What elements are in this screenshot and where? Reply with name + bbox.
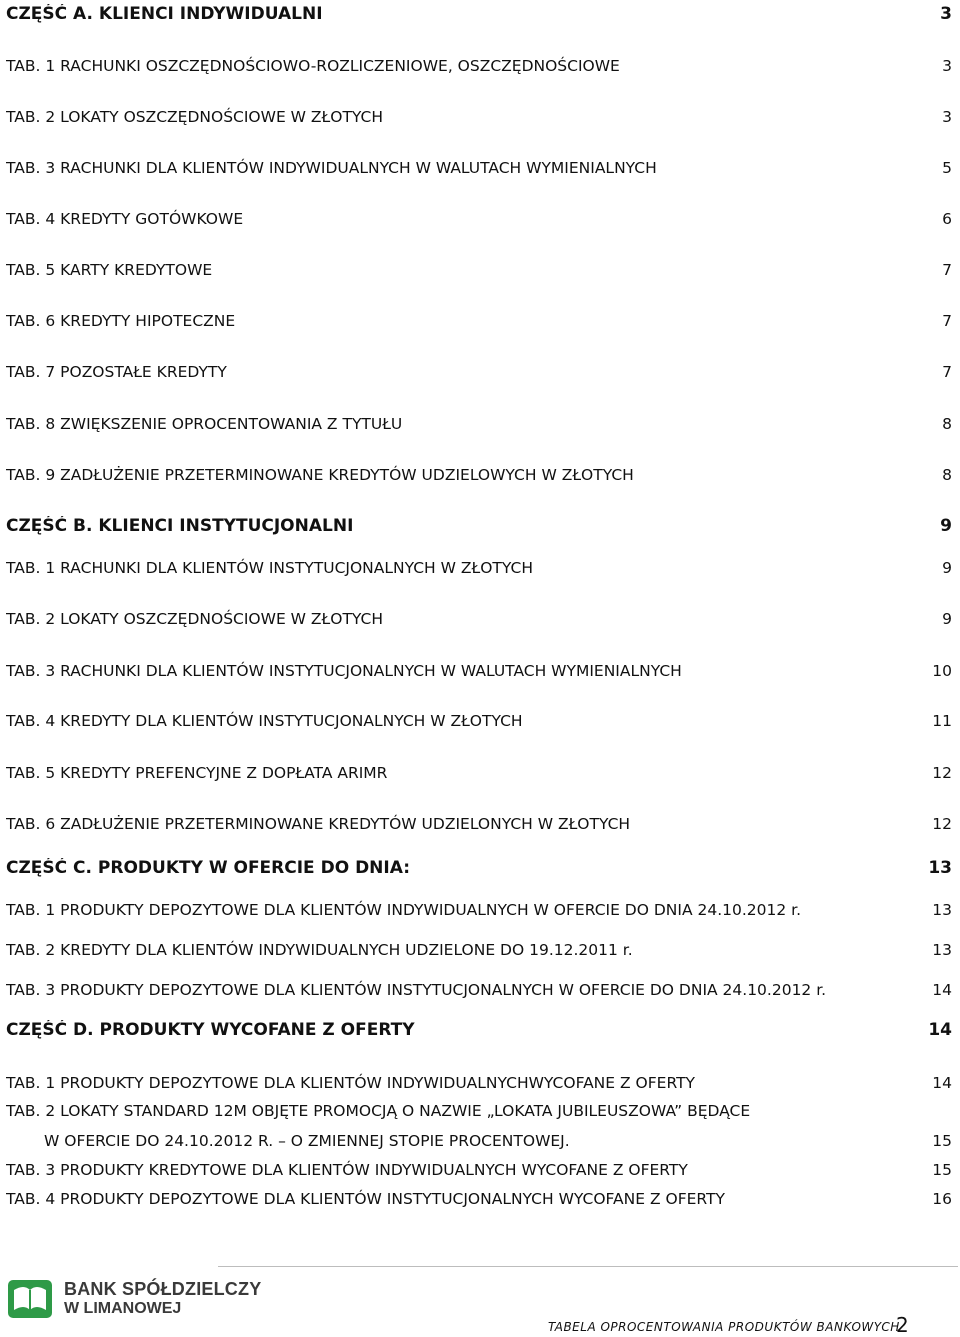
- toc-entry: [6, 414, 952, 434]
- toc-entry-title: TAB. 4 KREDYTY DLA KLIENTÓW INSTYTUCJONALNYCH W ZŁOTYCH: [6, 712, 523, 730]
- toc-entry-page: 9: [942, 559, 952, 577]
- toc-entry-title: CZĘŚĆ B. KLIENCI INSTYTUCJONALNI: [6, 516, 354, 536]
- toc-section-heading: [6, 858, 952, 878]
- bank-name-line1: BANK SPÓŁDZIELCZY: [64, 1279, 262, 1299]
- toc-entry: [6, 1131, 952, 1151]
- toc-entry-page: 7: [942, 261, 952, 279]
- toc-entry: [6, 558, 952, 578]
- toc-entry: [6, 1073, 952, 1093]
- toc-section-heading: [6, 516, 952, 536]
- toc-entry-title: TAB. 5 KREDYTY PREFENCYJNE Z DOPŁATA ARIMR: [6, 764, 388, 782]
- toc-entry-page: 14: [932, 981, 952, 999]
- toc-entry-title: TAB. 2 LOKATY OSZCZĘDNOŚCIOWE W ZŁOTYCH: [6, 108, 384, 126]
- toc-entry-title: TAB. 5 KARTY KREDYTOWE: [6, 261, 213, 279]
- toc-entry-page: 16: [932, 1190, 952, 1208]
- toc-entry: [6, 609, 952, 629]
- toc-entry-title: W OFERCIE DO 24.10.2012 R. – O ZMIENNEJ STOPIE PROCENTOWEJ.: [44, 1132, 570, 1150]
- toc-entry-page: 9: [942, 610, 952, 628]
- toc-entry-page: 14: [932, 1074, 952, 1092]
- toc-entry-title: TAB. 7 POZOSTAŁE KREDYTY: [6, 363, 227, 381]
- toc-entry-title: CZĘŚĆ A. KLIENCI INDYWIDUALNI: [6, 4, 323, 24]
- toc-section-heading: [6, 1020, 952, 1040]
- toc-entry: [6, 260, 952, 280]
- toc-entry: [6, 763, 952, 783]
- page-number: 2: [896, 1313, 909, 1337]
- toc-entry-title: CZĘŚĆ D. PRODUKTY WYCOFANE Z OFERTY: [6, 1020, 415, 1040]
- toc-entry-page: 11: [932, 712, 952, 730]
- toc-entry-page: 14: [928, 1020, 952, 1040]
- toc-entry-title: TAB. 3 RACHUNKI DLA KLIENTÓW INSTYTUCJONALNYCH W WALUTACH WYMIENIALNYCH: [6, 662, 682, 680]
- toc-section-heading: [6, 4, 952, 24]
- toc-entry: [6, 711, 952, 731]
- toc-entry-title: TAB. 6 ZADŁUŻENIE PRZETERMINOWANE KREDYTÓW UDZIELONYCH W ZŁOTYCH: [6, 815, 631, 833]
- toc-entry-title: TAB. 6 KREDYTY HIPOTECZNE: [6, 312, 236, 330]
- toc-entry-page: 12: [932, 764, 952, 782]
- bank-name-line2: W LIMANOWEJ: [64, 1300, 182, 1317]
- toc-entry-page: 15: [932, 1132, 952, 1150]
- toc-entry-title: TAB. 3 PRODUKTY KREDYTOWE DLA KLIENTÓW INDYWIDUALNYCH WYCOFANE Z OFERTY: [6, 1161, 688, 1179]
- toc-entry-title: TAB. 4 KREDYTY GOTÓWKOWE: [6, 210, 244, 228]
- toc-entry: [6, 107, 952, 127]
- toc-entry-title: TAB. 1 RACHUNKI OSZCZĘDNOŚCIOWO-ROZLICZENIOWE, OSZCZĘDNOŚCIOWE: [6, 57, 620, 75]
- toc-entry-title: TAB. 2 LOKATY STANDARD 12M OBJĘTE PROMOCJĄ O NAZWIE „LOKATA JUBILEUSZOWA” BĘDĄCE: [6, 1102, 751, 1120]
- toc-entry-title: TAB. 1 PRODUKTY DEPOZYTOWE DLA KLIENTÓW INDYWIDUALNYCH W OFERCIE DO DNIA 24.10.2012 r.: [6, 901, 802, 919]
- toc-entry-title: TAB. 1 PRODUKTY DEPOZYTOWE DLA KLIENTÓW INDYWIDUALNYCHWYCOFANE Z OFERTY: [6, 1074, 696, 1092]
- toc-entry: [6, 980, 952, 1000]
- footer-title: TABELA OPROCENTOWANIA PRODUKTÓW BANKOWYCH: [548, 1320, 900, 1334]
- toc-entry-page: 13: [932, 901, 952, 919]
- toc-entry-page: 9: [940, 516, 952, 536]
- toc-entry-page: 8: [942, 415, 952, 433]
- toc-entry: [6, 1189, 952, 1209]
- toc-entry-page: 13: [932, 941, 952, 959]
- toc-entry-page: 7: [942, 312, 952, 330]
- toc-entry-page: 5: [942, 159, 952, 177]
- toc-entry-page: 3: [940, 4, 952, 24]
- toc-entry: [6, 814, 952, 834]
- toc-entry-title: TAB. 3 PRODUKTY DEPOZYTOWE DLA KLIENTÓW INSTYTUCJONALNYCH W OFERCIE DO DNIA 24.10.2012 r.: [6, 981, 827, 999]
- toc-entry: [6, 209, 952, 229]
- toc-entry-page: 7: [942, 363, 952, 381]
- toc-entry-title: TAB. 2 LOKATY OSZCZĘDNOŚCIOWE W ZŁOTYCH: [6, 610, 384, 628]
- toc-entry: [6, 661, 952, 681]
- toc-entry: [6, 311, 952, 331]
- toc-entry: [6, 158, 952, 178]
- toc-entry-page: 3: [942, 57, 952, 75]
- toc-entry-page: 6: [942, 210, 952, 228]
- bank-logo: [6, 1276, 261, 1322]
- toc-entry-page: 15: [932, 1161, 952, 1179]
- footer-divider: [218, 1266, 958, 1267]
- toc-entry: [6, 900, 952, 920]
- toc-entry: [6, 362, 952, 382]
- toc-entry-title: TAB. 2 KREDYTY DLA KLIENTÓW INDYWIDUALNYCH UDZIELONE DO 19.12.2011 r.: [6, 941, 633, 959]
- toc-entry: [6, 56, 952, 76]
- toc-entry-page: 13: [928, 858, 952, 878]
- toc-entry: [6, 465, 952, 485]
- toc-entry-title: TAB. 4 PRODUKTY DEPOZYTOWE DLA KLIENTÓW INSTYTUCJONALNYCH WYCOFANE Z OFERTY: [6, 1190, 725, 1208]
- toc-entry-title: TAB. 8 ZWIĘKSZENIE OPROCENTOWANIA Z TYTUŁU: [6, 415, 403, 433]
- toc-entry-title: TAB. 9 ZADŁUŻENIE PRZETERMINOWANE KREDYTÓW UDZIELOWYCH W ZŁOTYCH: [6, 466, 634, 484]
- toc-entry-title: TAB. 1 RACHUNKI DLA KLIENTÓW INSTYTUCJONALNYCH W ZŁOTYCH: [6, 559, 533, 577]
- toc-entry: [6, 1101, 952, 1121]
- toc-entry-page: 8: [942, 466, 952, 484]
- toc-entry-title: TAB. 3 RACHUNKI DLA KLIENTÓW INDYWIDUALNYCH W WALUTACH WYMIENIALNYCH: [6, 159, 657, 177]
- toc-entry-page: 12: [932, 815, 952, 833]
- bank-logo-icon: [6, 1276, 56, 1322]
- toc-entry: [6, 1160, 952, 1180]
- toc-entry-page: 10: [932, 662, 952, 680]
- toc-entry-page: 3: [942, 108, 952, 126]
- toc-entry-title: CZĘŚĆ C. PRODUKTY W OFERCIE DO DNIA:: [6, 858, 411, 878]
- toc-entry: [6, 940, 952, 960]
